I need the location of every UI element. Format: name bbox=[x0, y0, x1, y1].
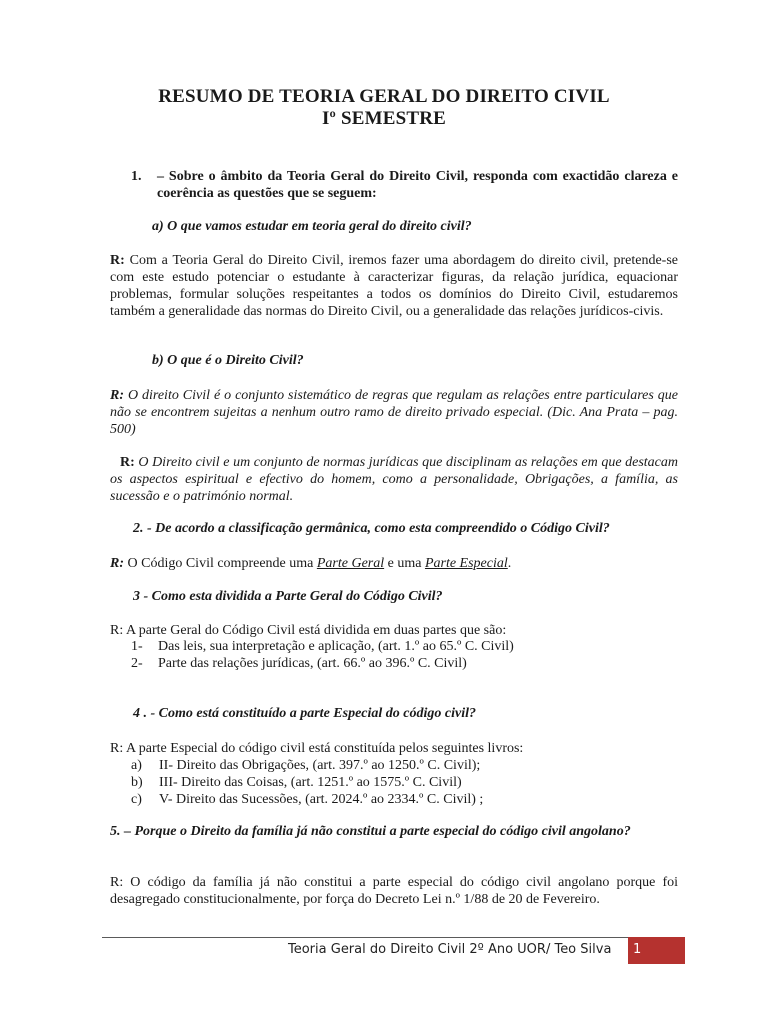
question-4: 4 . - Como está constituído a parte Especial do código civil? bbox=[133, 706, 476, 721]
list-item bbox=[131, 655, 514, 672]
answer-a bbox=[110, 252, 678, 320]
list-item bbox=[131, 757, 483, 774]
list-item bbox=[131, 791, 483, 808]
question-b: b) O que é o Direito Civil? bbox=[152, 353, 304, 368]
answer-2 bbox=[110, 555, 678, 572]
list-item-text: Parte das relações jurídicas, (art. 66.º ao 396.º C. Civil) bbox=[158, 656, 467, 671]
document-title: RESUMO DE TEORIA GERAL DO DIREITO CIVIL bbox=[158, 86, 610, 107]
list-item-text: III- Direito das Coisas, (art. 1251.º ao 1575.º C. Civil) bbox=[159, 775, 462, 790]
answer-2-pre: O Código Civil compreende uma bbox=[124, 556, 317, 571]
question-a: a) O que vamos estudar em teoria geral do direito civil? bbox=[152, 219, 472, 234]
list-item bbox=[131, 638, 514, 655]
page-number: 1 bbox=[633, 942, 642, 957]
list-item-number: c) bbox=[131, 792, 142, 807]
list-item-text: Das leis, sua interpretação e aplicação, (art. 1.º ao 65.º C. Civil) bbox=[158, 639, 514, 654]
answer-b-1-text: O direito Civil é o conjunto sistemático de regras que regulam as relações entre particulares que não se encontrem sujeitas a nenhum outro ramo de direito privado especial. (Dic. Ana Prata – pag. 500) bbox=[110, 388, 678, 437]
list-item bbox=[131, 774, 483, 791]
answer-4: R: A parte Especial do código civil está constituída pelos seguintes livros: bbox=[110, 741, 524, 756]
question-2: 2. - De acordo a classificação germânica, como esta compreendido o Código Civil? bbox=[133, 521, 610, 536]
list-item-number: 2- bbox=[131, 656, 143, 671]
footer-text: Teoria Geral do Direito Civil 2º Ano UOR/ Teo Silva bbox=[288, 942, 612, 957]
answer-label: R: bbox=[110, 556, 124, 571]
answer-5: R: O código da família já não constitui a parte especial do código civil angolano porque foi desagregado constitucionalmente, por força do Decreto Lei n.º 1/88 de 20 de Fevereiro. bbox=[110, 875, 678, 907]
answer-label: R: bbox=[120, 455, 135, 470]
answer-b-1 bbox=[110, 387, 678, 438]
link-parte-especial: Parte Especial bbox=[424, 556, 508, 571]
list-item-text: II- Direito das Obrigações, (art. 397.º ao 1250.º C. Civil); bbox=[159, 758, 481, 773]
answer-2-post: . bbox=[507, 556, 512, 571]
question-1 bbox=[131, 168, 678, 202]
answer-b-2-text: O Direito civil e um conjunto de normas jurídicas que disciplinam as relações em que destacam os aspectos espiritual e efectivo do homem, como a personalidade, Obrigações, a família, as sucessão e o património normal. bbox=[110, 455, 678, 504]
answer-label: R: bbox=[110, 253, 125, 268]
question-1-number: 1. bbox=[131, 169, 142, 184]
answer-3-list bbox=[131, 638, 514, 672]
list-item-text: V- Direito das Sucessões, (art. 2024.º ao 2334.º C. Civil) ; bbox=[159, 792, 484, 807]
answer-3: R: A parte Geral do Código Civil está dividida em duas partes que são: bbox=[110, 623, 507, 638]
footer-divider bbox=[102, 937, 628, 938]
answer-label: R: bbox=[110, 388, 124, 403]
question-5: 5. – Porque o Direito da família já não constitui a parte especial do código civil angolano? bbox=[110, 824, 631, 839]
link-parte-geral: Parte Geral bbox=[316, 556, 385, 571]
question-1-text: – Sobre o âmbito da Teoria Geral do Direito Civil, responda com exactidão clareza e coerência as questões que se seguem: bbox=[157, 169, 678, 201]
question-3: 3 - Como esta dividida a Parte Geral do Código Civil? bbox=[133, 589, 443, 604]
answer-b-2 bbox=[110, 454, 678, 505]
answer-4-list bbox=[131, 757, 483, 808]
answer-2-mid: e uma bbox=[384, 556, 425, 571]
list-item-number: a) bbox=[131, 758, 142, 773]
list-item-number: 1- bbox=[131, 639, 143, 654]
list-item-number: b) bbox=[131, 775, 143, 790]
document-subtitle: Iº SEMESTRE bbox=[321, 108, 447, 129]
answer-a-text: Com a Teoria Geral do Direito Civil, iremos fazer uma abordagem do direito civil, pretende-se com este estudo potenciar o estudante à caracterizar figuras, da relação jurídica, equacionar problemas, formular soluções respeitantes a todos os domínios do Direito Civil, estudaremos também a generalidade das normas do Direito Civil, ou a generalidade das relações jurídicos-civis. bbox=[110, 253, 678, 319]
